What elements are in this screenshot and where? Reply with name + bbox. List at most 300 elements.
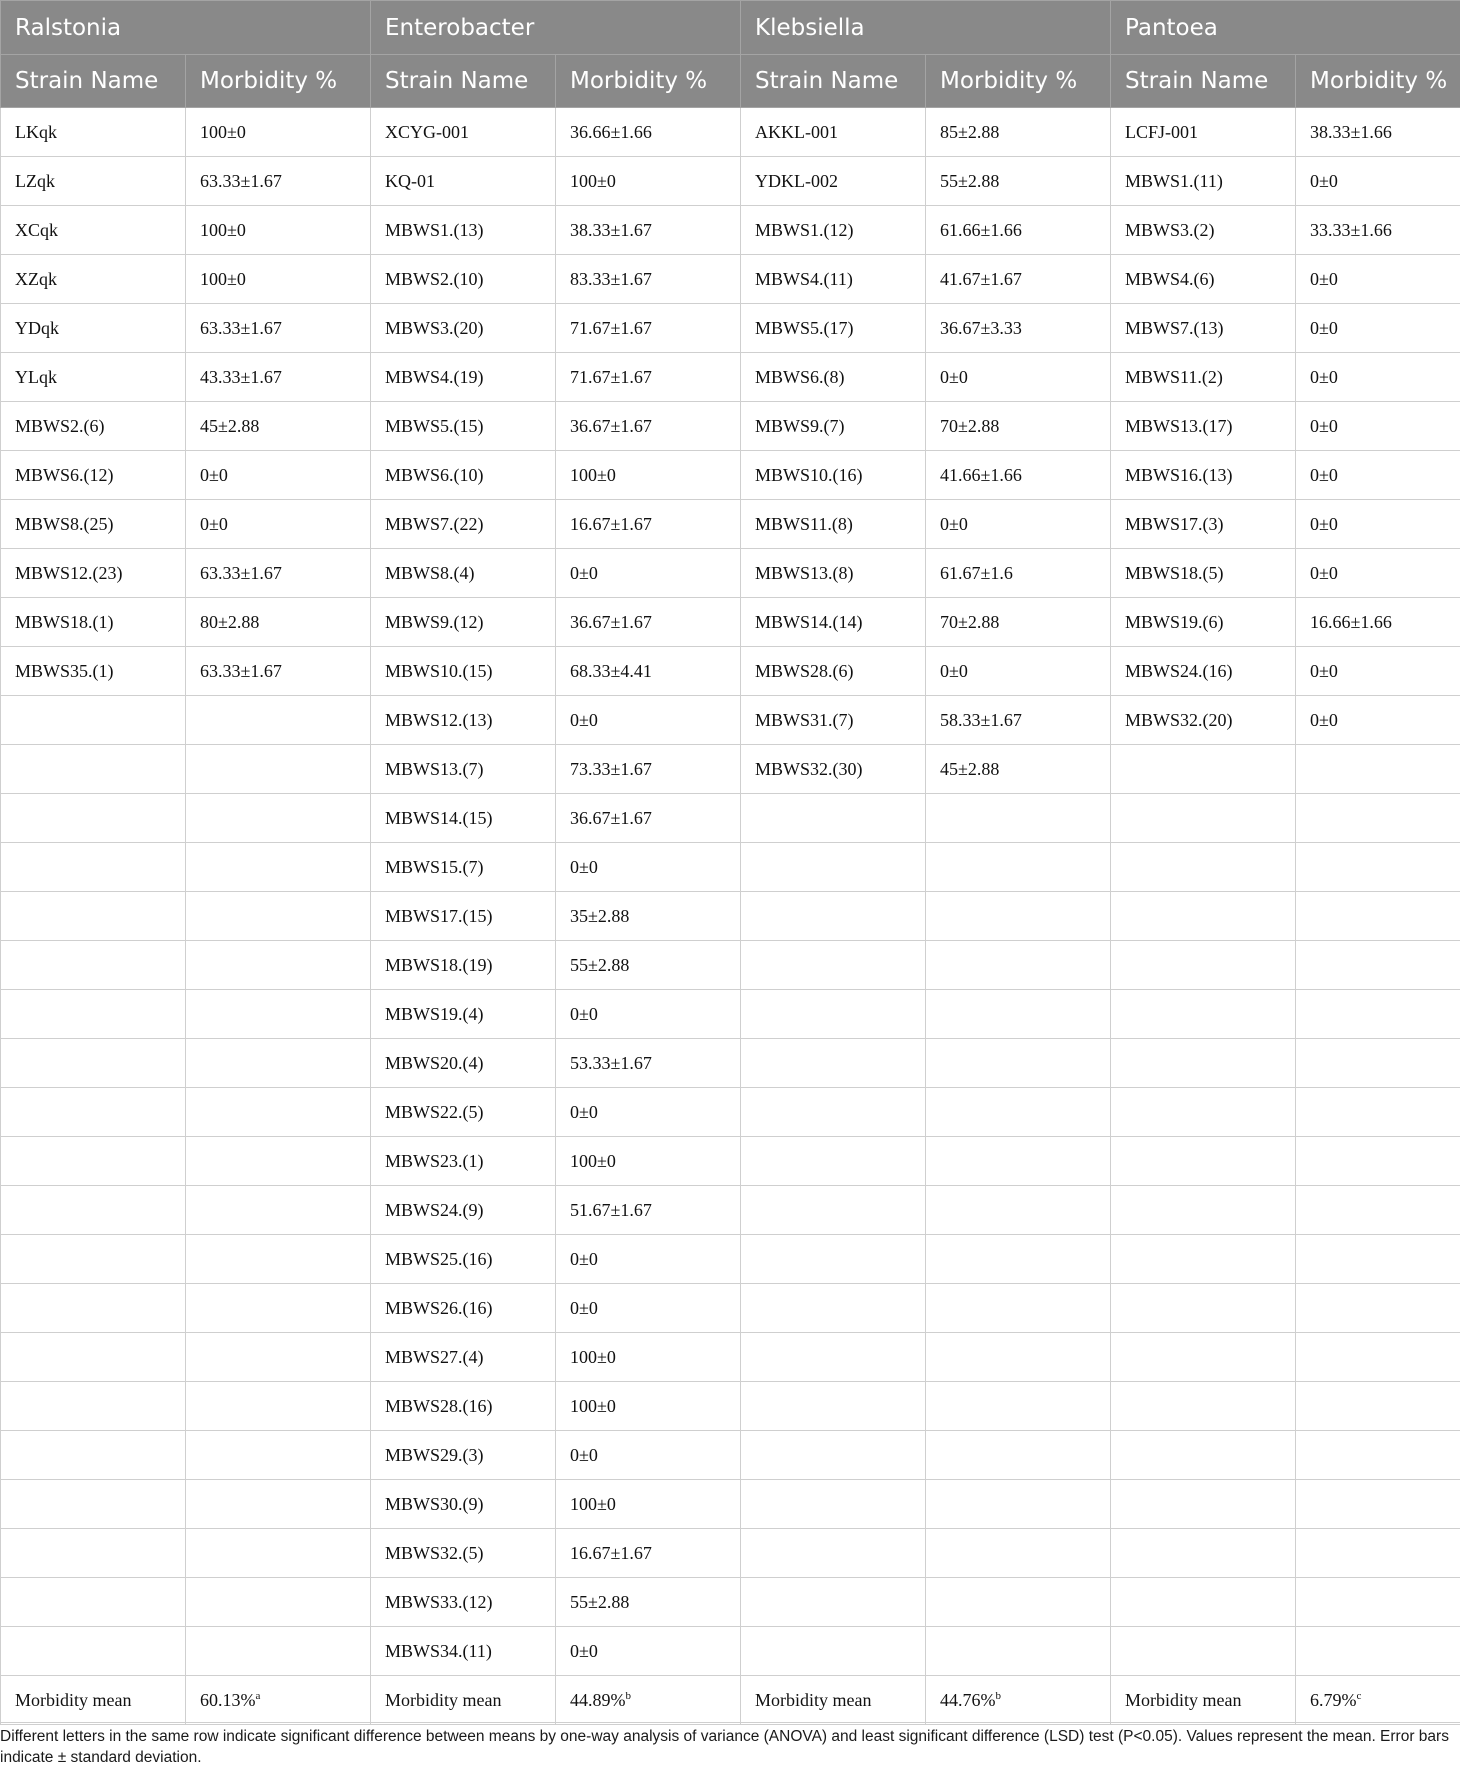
morbidity-cell: 16.67±1.67 — [556, 1529, 741, 1578]
morbidity-cell — [926, 1284, 1111, 1333]
strain-name-cell: MBWS15.(7) — [371, 843, 556, 892]
strain-name-cell: MBWS13.(8) — [741, 549, 926, 598]
strain-name-cell — [741, 1431, 926, 1480]
morbidity-cell — [926, 1235, 1111, 1284]
strain-name-cell: MBWS8.(4) — [371, 549, 556, 598]
morbidity-cell: 0±0 — [1296, 549, 1460, 598]
morbidity-cell — [186, 1529, 371, 1578]
morbidity-cell: 100±0 — [556, 157, 741, 206]
strain-name-cell — [1, 1382, 186, 1431]
strain-name-cell — [741, 892, 926, 941]
strain-name-cell — [741, 941, 926, 990]
strain-name-cell — [1, 1529, 186, 1578]
strain-name-cell — [1111, 990, 1296, 1039]
morbidity-cell: 58.33±1.67 — [926, 696, 1111, 745]
strain-name-cell — [1, 1088, 186, 1137]
strain-name-cell: LZqk — [1, 157, 186, 206]
morbidity-cell — [926, 1431, 1111, 1480]
strain-name-cell: MBWS14.(14) — [741, 598, 926, 647]
morbidity-cell — [186, 696, 371, 745]
morbidity-cell — [186, 794, 371, 843]
morbidity-cell — [186, 990, 371, 1039]
table-row — [1, 892, 1460, 941]
strain-name-cell: MBWS18.(5) — [1111, 549, 1296, 598]
morbidity-cell — [186, 1088, 371, 1137]
strain-name-cell — [741, 1578, 926, 1627]
table-row — [1, 1578, 1460, 1627]
morbidity-cell: 0±0 — [556, 1235, 741, 1284]
strain-name-cell — [1, 696, 186, 745]
table-row — [1, 402, 1460, 451]
strain-name-cell — [741, 1186, 926, 1235]
morbidity-cell: 70±2.88 — [926, 598, 1111, 647]
morbidity-cell — [926, 1382, 1111, 1431]
column-header-row — [1, 55, 1460, 108]
strain-name-cell: MBWS18.(19) — [371, 941, 556, 990]
strain-name-cell — [1111, 1137, 1296, 1186]
strain-name-cell — [1111, 1627, 1296, 1676]
morbidity-cell: 0±0 — [1296, 647, 1460, 696]
significance-letter: c — [1357, 1690, 1362, 1702]
morbidity-cell: 70±2.88 — [926, 402, 1111, 451]
morbidity-cell — [186, 1039, 371, 1088]
morbidity-cell: 63.33±1.67 — [186, 157, 371, 206]
morbidity-cell — [1296, 843, 1460, 892]
table-row — [1, 451, 1460, 500]
morbidity-cell — [1296, 1627, 1460, 1676]
strain-name-cell: MBWS28.(6) — [741, 647, 926, 696]
strain-name-cell: MBWS2.(6) — [1, 402, 186, 451]
morbidity-cell: 100±0 — [556, 1480, 741, 1529]
strain-name-cell: YDKL-002 — [741, 157, 926, 206]
morbidity-cell — [186, 1137, 371, 1186]
strain-name-cell — [1111, 1186, 1296, 1235]
mean-value-text: 44.76% — [940, 1690, 996, 1710]
morbidity-cell: 71.67±1.67 — [556, 304, 741, 353]
strain-name-cell: LKqk — [1, 108, 186, 157]
morbidity-cell: 63.33±1.67 — [186, 647, 371, 696]
strain-name-cell: MBWS29.(3) — [371, 1431, 556, 1480]
morbidity-cell: 85±2.88 — [926, 108, 1111, 157]
strain-name-cell: KQ-01 — [371, 157, 556, 206]
strain-name-cell — [1, 1480, 186, 1529]
strain-name-cell — [741, 1284, 926, 1333]
morbidity-cell: 100±0 — [556, 1137, 741, 1186]
table-row — [1, 353, 1460, 402]
table-row — [1, 794, 1460, 843]
morbidity-cell: 45±2.88 — [926, 745, 1111, 794]
morbidity-cell: 0±0 — [556, 549, 741, 598]
morbidity-cell: 0±0 — [556, 1627, 741, 1676]
column-header-strain-name: Strain Name — [1, 55, 186, 108]
morbidity-cell: 100±0 — [556, 451, 741, 500]
strain-name-cell: MBWS19.(6) — [1111, 598, 1296, 647]
strain-name-cell: MBWS13.(17) — [1111, 402, 1296, 451]
strain-name-cell — [1, 794, 186, 843]
strain-name-cell — [1111, 1480, 1296, 1529]
strain-name-cell — [1, 1284, 186, 1333]
morbidity-cell: 0±0 — [556, 1431, 741, 1480]
strain-name-cell — [1111, 1529, 1296, 1578]
morbidity-mean-value — [556, 1676, 741, 1725]
morbidity-cell — [186, 941, 371, 990]
strain-name-cell: XCqk — [1, 206, 186, 255]
strain-name-cell: LCFJ-001 — [1111, 108, 1296, 157]
morbidity-cell: 36.67±1.67 — [556, 794, 741, 843]
strain-name-cell — [1, 941, 186, 990]
strain-name-cell: MBWS8.(25) — [1, 500, 186, 549]
morbidity-cell — [926, 892, 1111, 941]
table-row — [1, 108, 1460, 157]
morbidity-cell — [926, 941, 1111, 990]
morbidity-cell: 100±0 — [186, 206, 371, 255]
column-header-strain-name: Strain Name — [741, 55, 926, 108]
genus-header-pantoea: Pantoea — [1111, 1, 1460, 55]
morbidity-cell: 0±0 — [1296, 451, 1460, 500]
morbidity-cell — [926, 1529, 1111, 1578]
strain-name-cell — [741, 1235, 926, 1284]
morbidity-cell: 55±2.88 — [556, 1578, 741, 1627]
strain-name-cell: MBWS4.(6) — [1111, 255, 1296, 304]
significance-letter: b — [996, 1690, 1002, 1702]
strain-name-cell: MBWS24.(16) — [1111, 647, 1296, 696]
morbidity-cell — [926, 990, 1111, 1039]
table-footnote: Different letters in the same row indicate significant difference between means by one-way analysis of variance (ANOVA) and least significant difference (LSD) test (P<0.05). Values represent the mean. Error bars indicate ± standard deviation. — [0, 1722, 1460, 1768]
morbidity-cell — [186, 1235, 371, 1284]
morbidity-cell: 63.33±1.67 — [186, 549, 371, 598]
morbidity-cell: 36.67±1.67 — [556, 402, 741, 451]
strain-name-cell: MBWS25.(16) — [371, 1235, 556, 1284]
strain-name-cell: MBWS11.(2) — [1111, 353, 1296, 402]
strain-name-cell: MBWS20.(4) — [371, 1039, 556, 1088]
morbidity-cell — [1296, 1137, 1460, 1186]
morbidity-cell — [926, 1039, 1111, 1088]
morbidity-cell: 61.67±1.6 — [926, 549, 1111, 598]
genus-header-ralstonia: Ralstonia — [1, 1, 371, 55]
morbidity-cell: 73.33±1.67 — [556, 745, 741, 794]
strain-name-cell — [741, 1382, 926, 1431]
morbidity-cell — [926, 1088, 1111, 1137]
morbidity-cell — [1296, 1382, 1460, 1431]
strain-name-cell: MBWS12.(13) — [371, 696, 556, 745]
morbidity-cell — [1296, 794, 1460, 843]
column-header-strain-name: Strain Name — [371, 55, 556, 108]
morbidity-cell: 16.66±1.66 — [1296, 598, 1460, 647]
strain-name-cell: MBWS9.(12) — [371, 598, 556, 647]
strain-name-cell: MBWS31.(7) — [741, 696, 926, 745]
strain-name-cell: MBWS27.(4) — [371, 1333, 556, 1382]
table-body — [1, 108, 1460, 1725]
morbidity-cell — [926, 1333, 1111, 1382]
strain-name-cell: MBWS4.(11) — [741, 255, 926, 304]
morbidity-cell — [186, 1382, 371, 1431]
morbidity-cell: 36.66±1.66 — [556, 108, 741, 157]
strain-name-cell: MBWS33.(12) — [371, 1578, 556, 1627]
strain-name-cell — [741, 1627, 926, 1676]
morbidity-cell: 83.33±1.67 — [556, 255, 741, 304]
morbidity-cell: 100±0 — [556, 1333, 741, 1382]
morbidity-cell — [186, 1333, 371, 1382]
morbidity-cell: 55±2.88 — [926, 157, 1111, 206]
morbidity-cell: 51.67±1.67 — [556, 1186, 741, 1235]
morbidity-cell: 41.66±1.66 — [926, 451, 1111, 500]
morbidity-cell — [1296, 941, 1460, 990]
morbidity-cell — [186, 1627, 371, 1676]
morbidity-cell — [1296, 745, 1460, 794]
morbidity-cell — [926, 794, 1111, 843]
morbidity-cell: 0±0 — [556, 843, 741, 892]
mean-value-text: 44.89% — [570, 1690, 626, 1710]
morbidity-mean-label: Morbidity mean — [1111, 1676, 1296, 1725]
morbidity-cell — [186, 892, 371, 941]
column-header-morbidity: Morbidity % — [1296, 55, 1460, 108]
morbidity-cell — [926, 1627, 1111, 1676]
strain-name-cell: MBWS14.(15) — [371, 794, 556, 843]
table-row — [1, 696, 1460, 745]
table-row — [1, 1137, 1460, 1186]
morbidity-cell — [1296, 1480, 1460, 1529]
morbidity-cell — [926, 1578, 1111, 1627]
table-row — [1, 1088, 1460, 1137]
morbidity-cell: 80±2.88 — [186, 598, 371, 647]
morbidity-cell — [186, 1284, 371, 1333]
morbidity-cell — [1296, 1578, 1460, 1627]
morbidity-cell: 61.66±1.66 — [926, 206, 1111, 255]
strain-name-cell: MBWS10.(15) — [371, 647, 556, 696]
strain-name-cell — [1111, 1431, 1296, 1480]
morbidity-cell: 0±0 — [186, 451, 371, 500]
strain-name-cell: AKKL-001 — [741, 108, 926, 157]
morbidity-cell: 41.67±1.67 — [926, 255, 1111, 304]
morbidity-cell — [926, 1480, 1111, 1529]
strain-name-cell: MBWS3.(2) — [1111, 206, 1296, 255]
morbidity-cell — [186, 1578, 371, 1627]
morbidity-cell — [926, 1186, 1111, 1235]
strain-name-cell — [1, 745, 186, 794]
morbidity-cell — [1296, 1088, 1460, 1137]
morbidity-cell — [186, 843, 371, 892]
morbidity-cell — [1296, 1039, 1460, 1088]
strain-name-cell — [741, 1088, 926, 1137]
strain-name-cell: MBWS1.(11) — [1111, 157, 1296, 206]
strain-name-cell: MBWS5.(17) — [741, 304, 926, 353]
strain-name-cell — [741, 1480, 926, 1529]
morbidity-cell: 100±0 — [186, 255, 371, 304]
strain-name-cell: MBWS2.(10) — [371, 255, 556, 304]
strain-name-cell: MBWS11.(8) — [741, 500, 926, 549]
morbidity-cell: 68.33±4.41 — [556, 647, 741, 696]
genus-header-klebsiella: Klebsiella — [741, 1, 1111, 55]
morbidity-mean-label: Morbidity mean — [1, 1676, 186, 1725]
morbidity-mean-value — [186, 1676, 371, 1725]
morbidity-cell: 0±0 — [926, 500, 1111, 549]
strain-name-cell — [741, 1039, 926, 1088]
morbidity-cell: 53.33±1.67 — [556, 1039, 741, 1088]
morbidity-cell — [1296, 1333, 1460, 1382]
strain-name-cell — [1111, 1382, 1296, 1431]
strain-name-cell: MBWS17.(15) — [371, 892, 556, 941]
morbidity-cell — [926, 843, 1111, 892]
strain-name-cell: MBWS6.(8) — [741, 353, 926, 402]
genus-header-row — [1, 1, 1460, 55]
table-row — [1, 1480, 1460, 1529]
strain-name-cell: YDqk — [1, 304, 186, 353]
morbidity-cell: 0±0 — [1296, 304, 1460, 353]
morbidity-cell — [186, 1480, 371, 1529]
strain-name-cell — [1111, 843, 1296, 892]
morbidity-cell: 0±0 — [1296, 255, 1460, 304]
morbidity-cell: 0±0 — [556, 696, 741, 745]
strain-name-cell — [1, 1137, 186, 1186]
morbidity-cell — [186, 1186, 371, 1235]
strain-name-cell — [1, 1431, 186, 1480]
table-row — [1, 1039, 1460, 1088]
column-header-morbidity: Morbidity % — [186, 55, 371, 108]
morbidity-cell: 100±0 — [556, 1382, 741, 1431]
morbidity-cell: 55±2.88 — [556, 941, 741, 990]
table-row — [1, 1529, 1460, 1578]
mean-value-text: 60.13% — [200, 1690, 256, 1710]
morbidity-cell: 38.33±1.67 — [556, 206, 741, 255]
strain-name-cell — [1, 990, 186, 1039]
strain-name-cell: MBWS17.(3) — [1111, 500, 1296, 549]
table-row — [1, 745, 1460, 794]
strain-name-cell — [1, 1235, 186, 1284]
morbidity-cell: 0±0 — [1296, 402, 1460, 451]
table-row — [1, 1284, 1460, 1333]
morbidity-cell — [1296, 1235, 1460, 1284]
column-header-strain-name: Strain Name — [1111, 55, 1296, 108]
morbidity-cell: 0±0 — [1296, 696, 1460, 745]
morbidity-cell: 0±0 — [1296, 353, 1460, 402]
strain-name-cell — [1111, 892, 1296, 941]
morbidity-cell: 0±0 — [186, 500, 371, 549]
strain-name-cell — [1111, 1333, 1296, 1382]
strain-name-cell: MBWS6.(10) — [371, 451, 556, 500]
strain-name-cell — [1111, 1039, 1296, 1088]
morbidity-cell: 0±0 — [1296, 500, 1460, 549]
strain-name-cell — [741, 1529, 926, 1578]
strain-name-cell — [1111, 794, 1296, 843]
morbidity-cell: 33.33±1.66 — [1296, 206, 1460, 255]
significance-letter: b — [626, 1690, 632, 1702]
strain-name-cell: MBWS7.(13) — [1111, 304, 1296, 353]
strain-name-cell — [1111, 1088, 1296, 1137]
genus-header-enterobacter: Enterobacter — [371, 1, 741, 55]
table-row — [1, 1382, 1460, 1431]
strain-name-cell — [1, 1039, 186, 1088]
strain-name-cell: MBWS23.(1) — [371, 1137, 556, 1186]
strain-name-cell: MBWS10.(16) — [741, 451, 926, 500]
morbidity-cell: 0±0 — [926, 353, 1111, 402]
strain-name-cell: MBWS5.(15) — [371, 402, 556, 451]
strain-name-cell — [741, 843, 926, 892]
morbidity-cell — [1296, 1284, 1460, 1333]
strain-name-cell: MBWS12.(23) — [1, 549, 186, 598]
morbidity-cell: 43.33±1.67 — [186, 353, 371, 402]
strain-name-cell: MBWS1.(13) — [371, 206, 556, 255]
strain-name-cell: MBWS18.(1) — [1, 598, 186, 647]
morbidity-cell: 63.33±1.67 — [186, 304, 371, 353]
strain-name-cell — [1111, 1284, 1296, 1333]
morbidity-cell — [186, 1431, 371, 1480]
mean-value-text: 6.79% — [1310, 1690, 1357, 1710]
column-header-morbidity: Morbidity % — [926, 55, 1111, 108]
strain-name-cell: MBWS32.(30) — [741, 745, 926, 794]
strain-name-cell: MBWS16.(13) — [1111, 451, 1296, 500]
strain-name-cell — [1, 1333, 186, 1382]
table-row — [1, 598, 1460, 647]
morbidity-cell: 38.33±1.66 — [1296, 108, 1460, 157]
morbidity-cell: 36.67±1.67 — [556, 598, 741, 647]
table-row — [1, 206, 1460, 255]
strain-name-cell: MBWS34.(11) — [371, 1627, 556, 1676]
morbidity-cell — [1296, 1186, 1460, 1235]
morbidity-cell: 36.67±3.33 — [926, 304, 1111, 353]
morbidity-cell: 100±0 — [186, 108, 371, 157]
strain-name-cell: MBWS13.(7) — [371, 745, 556, 794]
table-row — [1, 255, 1460, 304]
strain-name-cell: MBWS35.(1) — [1, 647, 186, 696]
morbidity-cell: 35±2.88 — [556, 892, 741, 941]
strain-name-cell — [1111, 1235, 1296, 1284]
strain-name-cell: MBWS1.(12) — [741, 206, 926, 255]
strain-name-cell — [1, 843, 186, 892]
column-header-morbidity: Morbidity % — [556, 55, 741, 108]
morbidity-cell: 0±0 — [556, 990, 741, 1039]
table-row — [1, 157, 1460, 206]
morbidity-cell: 0±0 — [556, 1284, 741, 1333]
strain-name-cell — [741, 1333, 926, 1382]
strain-name-cell — [1, 1578, 186, 1627]
strain-name-cell — [1, 892, 186, 941]
morbidity-cell — [186, 745, 371, 794]
strain-name-cell — [1111, 941, 1296, 990]
strain-name-cell — [741, 990, 926, 1039]
morbidity-cell: 0±0 — [926, 647, 1111, 696]
table-row — [1, 304, 1460, 353]
strain-name-cell — [1, 1627, 186, 1676]
strain-name-cell — [1111, 1578, 1296, 1627]
strain-name-cell: MBWS19.(4) — [371, 990, 556, 1039]
table-row — [1, 1627, 1460, 1676]
table-row — [1, 500, 1460, 549]
table-row — [1, 1186, 1460, 1235]
table-row — [1, 1235, 1460, 1284]
morbidity-mean-value — [1296, 1676, 1460, 1725]
strain-name-cell — [741, 1137, 926, 1186]
strain-name-cell — [1111, 745, 1296, 794]
table-row — [1, 1431, 1460, 1480]
morbidity-cell — [1296, 990, 1460, 1039]
morbidity-cell — [1296, 892, 1460, 941]
morbidity-cell: 0±0 — [1296, 157, 1460, 206]
table-row — [1, 1333, 1460, 1382]
strain-name-cell — [1, 1186, 186, 1235]
table-row — [1, 843, 1460, 892]
strain-name-cell: MBWS7.(22) — [371, 500, 556, 549]
morbidity-cell — [1296, 1431, 1460, 1480]
morbidity-cell: 0±0 — [556, 1088, 741, 1137]
morbidity-cell — [1296, 1529, 1460, 1578]
table-row — [1, 647, 1460, 696]
strain-name-cell — [741, 794, 926, 843]
strain-name-cell: MBWS4.(19) — [371, 353, 556, 402]
table-row — [1, 941, 1460, 990]
strain-name-cell: MBWS9.(7) — [741, 402, 926, 451]
morbidity-mean-label: Morbidity mean — [371, 1676, 556, 1725]
morbidity-cell — [926, 1137, 1111, 1186]
